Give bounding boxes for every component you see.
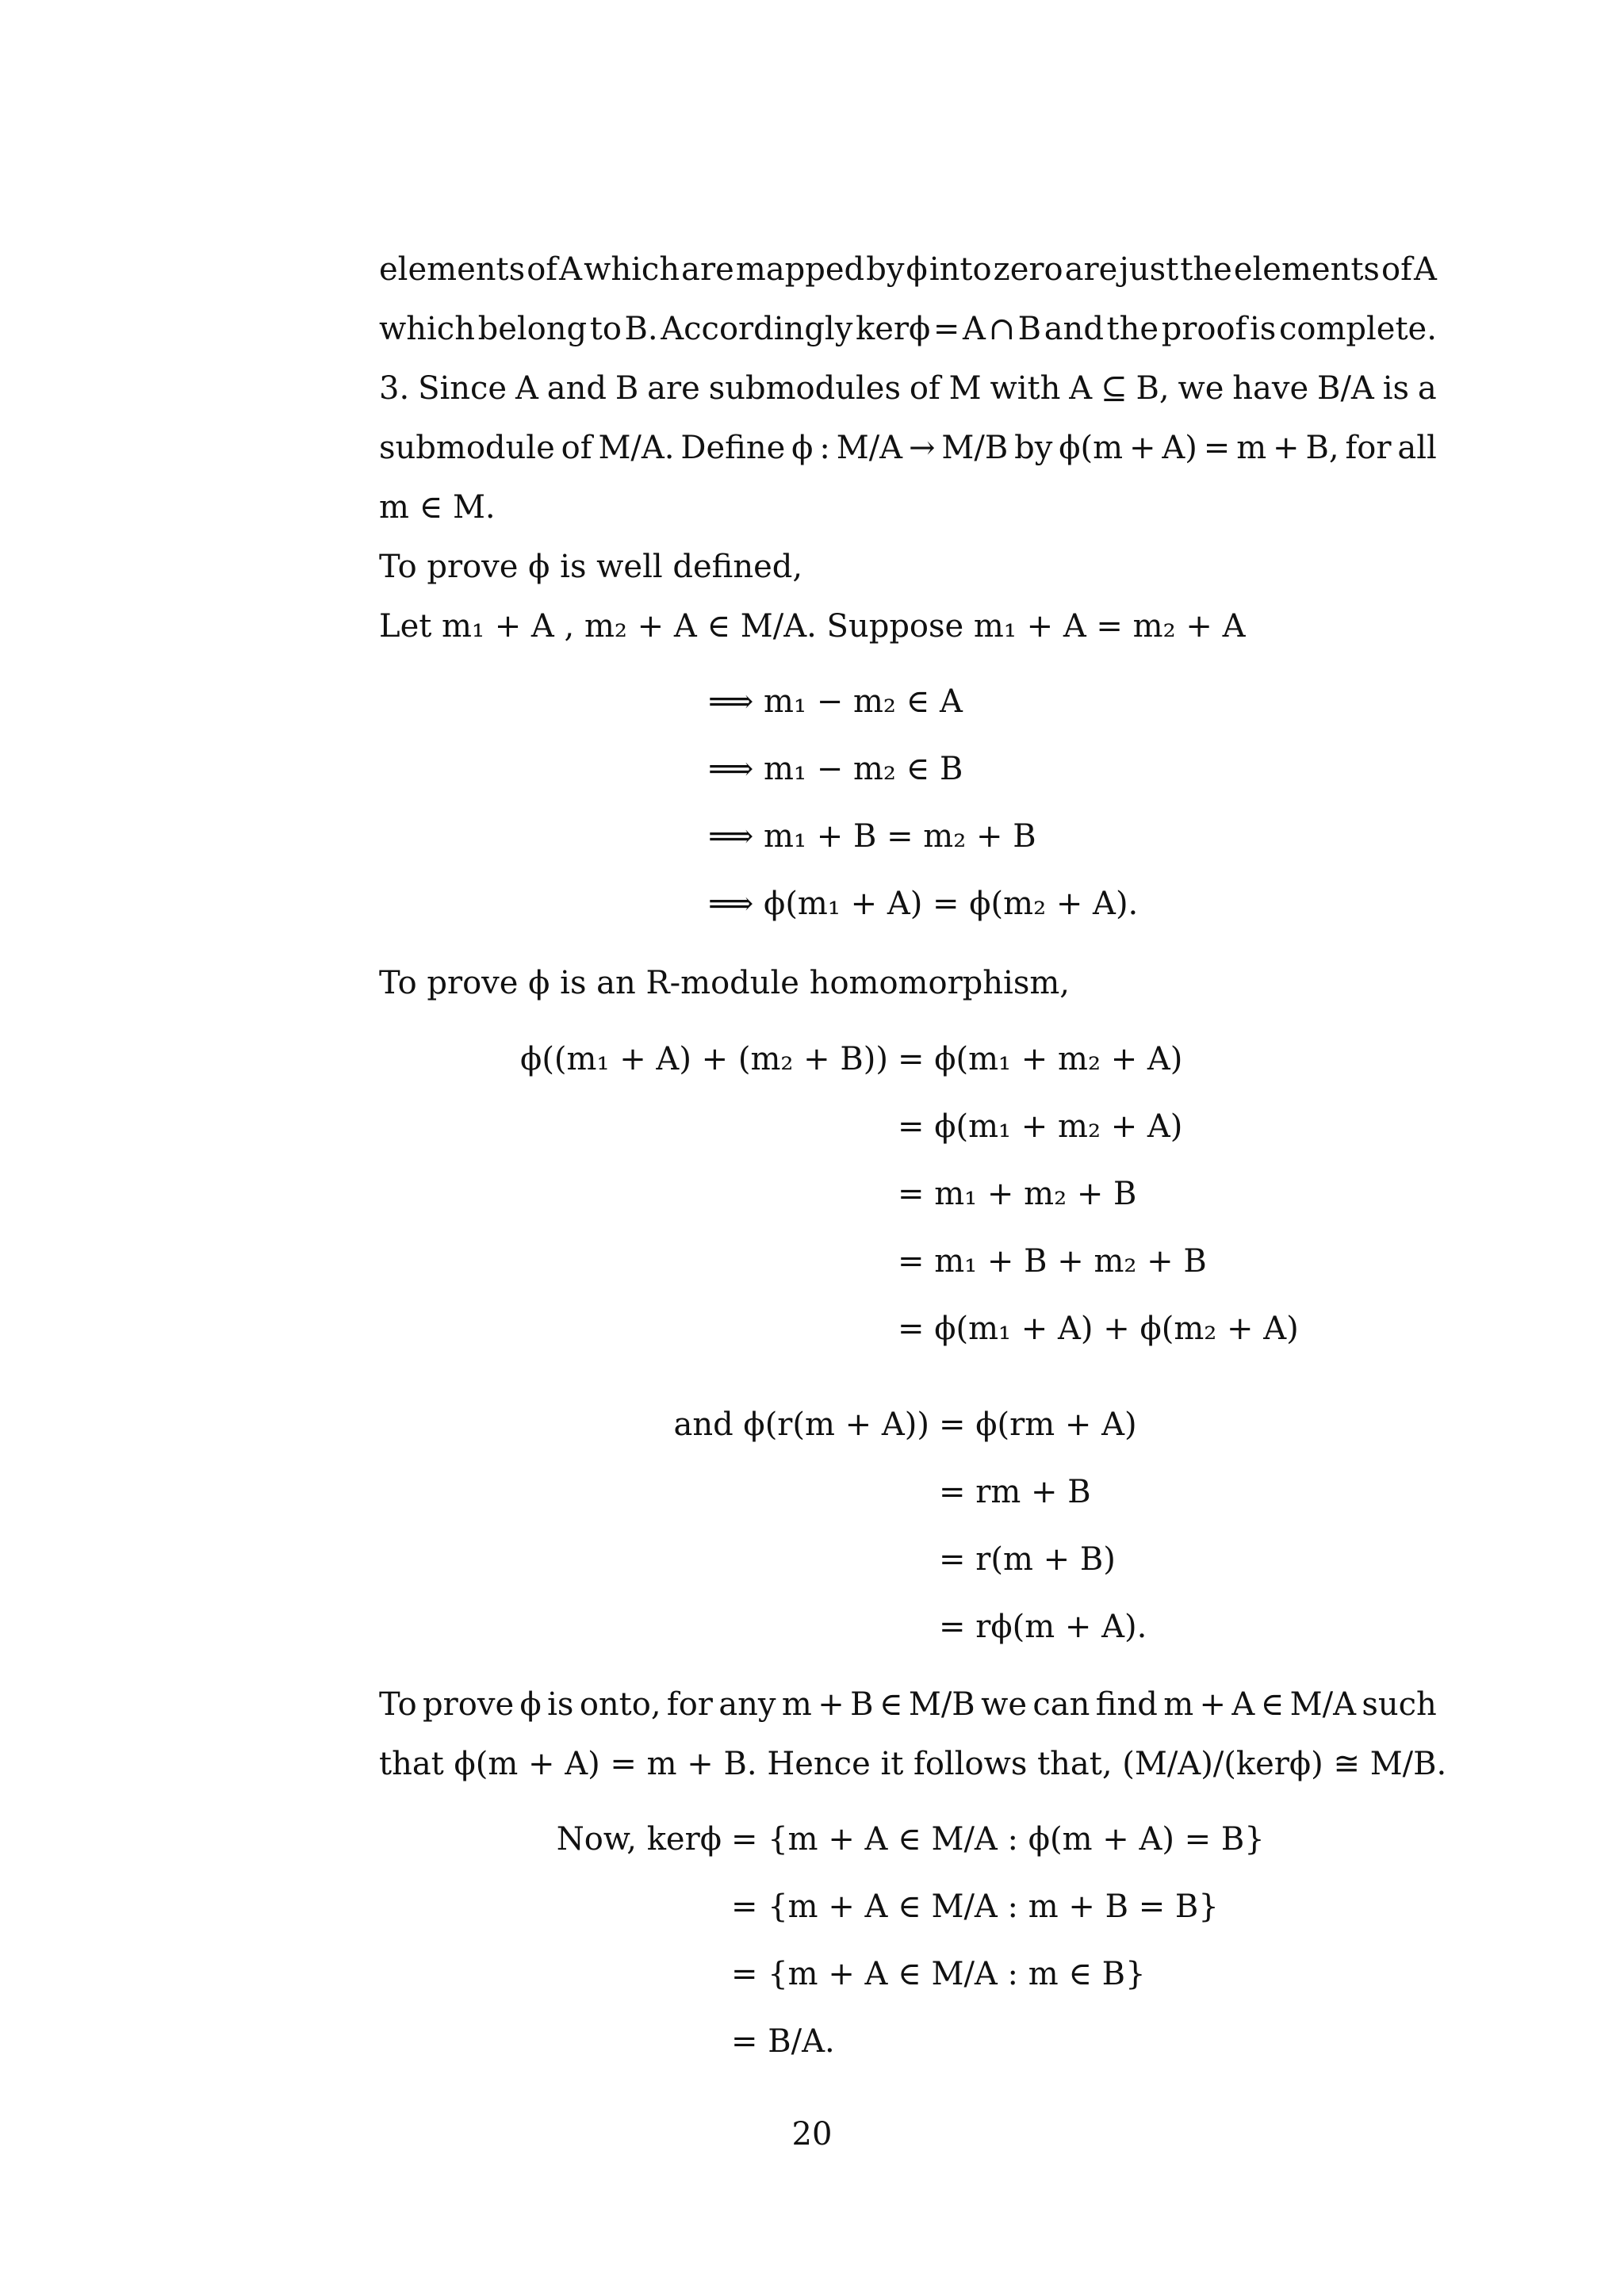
word: ϕ(m [1059,430,1124,466]
word: just [1119,251,1179,288]
paragraph-line: To prove ϕ is well defined, [379,549,803,585]
word: elements [1233,251,1380,288]
word: proof [1161,311,1247,347]
word: 3. [379,370,410,407]
word: mapped [735,251,865,288]
word: by [866,251,905,288]
word: are [1064,251,1118,288]
word: m [1236,430,1267,466]
word: and [1044,311,1104,347]
word: = [933,311,960,347]
implication-line: ⟹ m₁ − m₂ ∈ B [708,751,963,787]
word: M [948,370,982,407]
word: To [379,1686,417,1723]
equation-lhs: Now, kerϕ [556,1821,722,1858]
word: A [1069,370,1093,407]
equation-rhs: = {m + A ∈ M/A : m ∈ B} [731,1956,1146,1992]
word: for [666,1686,713,1723]
equation-rhs: = r(m + B) [939,1541,1116,1578]
word: Since [418,370,508,407]
equation-rhs: = m₁ + m₂ + B [898,1176,1137,1212]
word: Accordingly [661,311,853,347]
word: Define [680,430,786,466]
word: A [963,311,986,347]
word: such [1362,1686,1437,1723]
implication-line: ⟹ m₁ + B = m₂ + B [708,818,1036,855]
word: ∩ [988,311,1016,347]
word: the [1180,251,1232,288]
paragraph-line: Let m₁ + A , m₂ + A ∈ M/A. Suppose m₁ + A = m₂ + A [379,608,1246,645]
word: A) [1162,430,1197,466]
equation-rhs: = B/A. [731,2023,835,2060]
word: of [561,430,592,466]
word: and [546,370,607,407]
word: + [1273,430,1300,466]
equation-rhs: = {m + A ∈ M/A : m + B = B} [731,1888,1219,1925]
equation-rhs: = m₁ + B + m₂ + B [898,1243,1207,1280]
paragraph-line: m ∈ M. [379,489,496,526]
word: ∈ [1260,1686,1285,1723]
equation-rhs: = {m + A ∈ M/A : ϕ(m + A) = B} [731,1821,1265,1858]
word: → [908,430,936,466]
word: with [990,370,1061,407]
paragraph-line [379,1686,1437,1724]
equation-rhs: = ϕ(m₁ + m₂ + A) [898,1041,1183,1077]
word: B [1017,311,1042,347]
word: of [1381,251,1412,288]
word: m [781,1686,812,1723]
word: A [515,370,538,407]
word: M/B [908,1686,975,1723]
word: m [1163,1686,1194,1723]
paragraph-line [379,429,1437,467]
word: A [559,251,583,288]
word: zero [993,251,1063,288]
word: for [1345,430,1392,466]
equation-rhs: = ϕ(m₁ + A) + ϕ(m₂ + A) [898,1311,1299,1347]
word: belong [477,311,588,347]
word: M/A [1289,1686,1356,1723]
word: M/B [941,430,1009,466]
word: kerϕ [855,311,931,347]
word: M/A. [598,430,675,466]
word: a [1417,370,1437,407]
word: are [681,251,734,288]
word: can [1032,1686,1090,1723]
word: + [1128,430,1156,466]
word: prove [423,1686,515,1723]
implication-line: ⟹ ϕ(m₁ + A) = ϕ(m₂ + A). [708,886,1139,922]
word: any [718,1686,776,1723]
word: have [1232,370,1309,407]
word: ϕ [791,430,814,466]
word: are [647,370,700,407]
word: ϕ [906,251,928,288]
word: B/A [1317,370,1374,407]
paragraph-line [379,369,1437,408]
word: ϕ [519,1686,542,1723]
word: onto, [579,1686,661,1723]
word: which [379,311,475,347]
equation-rhs: = rm + B [939,1474,1091,1510]
equation-lhs: and ϕ(r(m + A)) [673,1406,929,1443]
word: of [527,251,558,288]
word: B, [1136,370,1170,407]
word: A [1414,251,1437,288]
word: we [981,1686,1027,1723]
equation-rhs: = ϕ(rm + A) [939,1406,1137,1443]
word: M/A [836,430,903,466]
implication-line: ⟹ m₁ − m₂ ∈ A [708,683,963,720]
paragraph-line: To prove ϕ is an R-module homomorphism, [379,965,1071,1001]
word: by [1014,430,1053,466]
paragraph-line [379,310,1437,348]
word: B [615,370,639,407]
word: of [909,370,940,407]
word: B, [1305,430,1339,466]
word: submodules [708,370,901,407]
word: + [818,1686,845,1723]
word: complete. [1278,311,1437,347]
equation-rhs: = rϕ(m + A). [939,1609,1147,1645]
word: is [1382,370,1410,407]
word: B [850,1686,874,1723]
word: find [1095,1686,1158,1723]
word: we [1178,370,1224,407]
word: ⊆ [1101,370,1128,407]
word: + [1199,1686,1227,1723]
paragraph-line: that ϕ(m + A) = m + B. Hence it follows that, (M/A)/(kerϕ) ≅ M/B. [379,1746,1447,1782]
word: is [1250,311,1277,347]
word: B. [624,311,658,347]
word: is [547,1686,574,1723]
equation-rhs: = ϕ(m₁ + m₂ + A) [898,1108,1183,1145]
word: : [819,430,830,466]
word: elements [379,251,526,288]
word: into [929,251,992,288]
word: = [1203,430,1231,466]
page-number: 20 [791,2116,833,2152]
word: to [589,311,622,347]
word: all [1397,430,1437,466]
equation-lhs: ϕ((m₁ + A) + (m₂ + B)) [520,1041,888,1077]
word: A [1231,1686,1255,1723]
word: which [584,251,680,288]
word: the [1106,311,1159,347]
paragraph-line [379,251,1437,289]
word: ∈ [879,1686,903,1723]
word: submodule [379,430,555,466]
